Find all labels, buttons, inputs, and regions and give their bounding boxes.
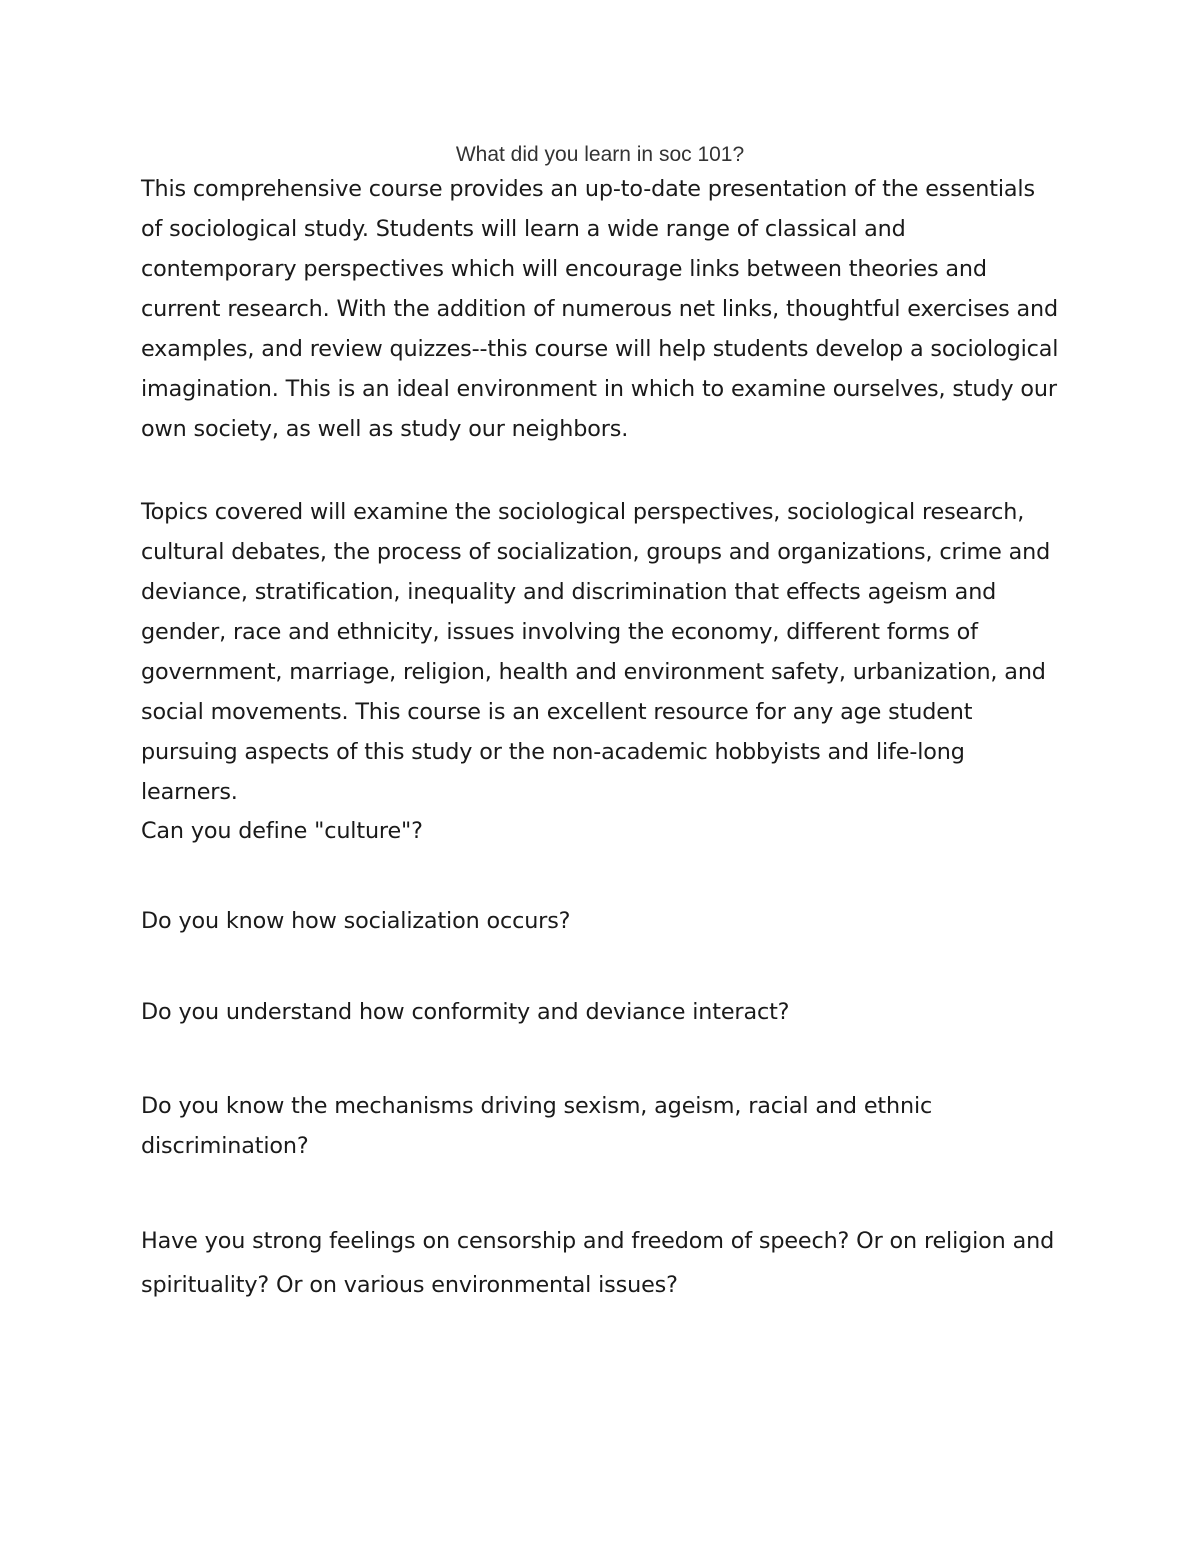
question-conformity-deviance: Do you understand how conformity and deviance interact? xyxy=(141,999,790,1025)
question-discrimination: Do you know the mechanisms driving sexism, ageism, racial and ethnic discrimination? xyxy=(141,1093,933,1159)
question-socialization: Do you know how socialization occurs? xyxy=(141,908,571,934)
course-description-paragraph: This comprehensive course provides an up-to-date presentation of the essentials of sociological study. Students will learn a wide range of classical and contemporary perspectives which will encourage links between theories and current research. With the addition of numerous net links, thoughtful exercises and examples, and review quizzes--this course will help students develop a sociological imagination. This is an ideal environment in which to examine ourselves, study our own society, as well as study our neighbors. xyxy=(141,176,1059,442)
question-culture: Can you define "culture"? xyxy=(141,818,423,844)
question-censorship: Have you strong feelings on censorship and freedom of speech? Or on religion and spirituality? Or on various environmental issues? xyxy=(141,1228,1055,1298)
document-title: What did you learn in soc 101? xyxy=(455,143,745,166)
topics-paragraph: Topics covered will examine the sociological perspectives, sociological research, cultural debates, the process of socialization, groups and organizations, crime and deviance, stratification, inequality and discrimination that effects ageism and gender, race and ethnicity, issues involving the economy, different forms of government, marriage, religion, health and environment safety, urbanization, and social movements. This course is an excellent resource for any age student pursuing aspects of this study or the non-academic hobbyists and life-long learners. xyxy=(141,499,1051,805)
